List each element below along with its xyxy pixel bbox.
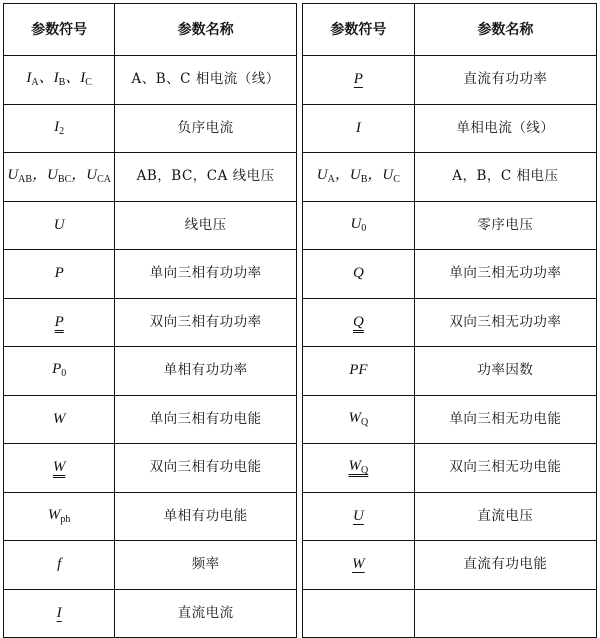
symbol-letter: U [352,507,364,524]
parameter-name: 零序电压 [414,201,596,250]
parameter-name: 频率 [115,541,297,590]
table-row [303,201,597,250]
parameter-name: 双向三相无功功率 [414,298,596,347]
parameter-symbol [4,104,115,153]
symbol-text [349,362,367,378]
table-row [4,201,297,250]
symbol-letter: Q [352,265,364,282]
table-row [4,347,297,396]
table-row [4,250,297,299]
symbol-subscript: 0 [361,222,367,234]
table-row [303,395,597,444]
symbol-subscript: 0 [61,368,67,380]
parameter-name: 线电压 [115,201,297,250]
symbol-subscript: B [360,174,368,186]
table-left [3,3,297,638]
symbol-letter: PF [349,362,368,379]
symbol-text [55,265,64,281]
parameter-name: 双向三相有功功率 [115,298,297,347]
table-row [4,56,297,105]
symbol-subscript: A [327,174,335,186]
parameter-symbol [303,589,415,638]
symbol-letter: W [47,506,61,523]
table-left-half [3,3,297,634]
header-symbol: 参数符号 [4,4,115,56]
symbol-letter: f [57,556,62,573]
table-row [4,104,297,153]
parameter-name: 单相有功功率 [115,347,297,396]
symbol-letter: ，U [334,167,361,184]
header-name: 参数名称 [115,4,297,56]
symbol-letter: ，U [32,167,58,184]
symbol-letter: W [52,410,66,427]
symbol-letter: I [355,119,361,136]
parameter-symbol [303,104,415,153]
symbol-text [316,167,400,186]
symbol-text [353,314,364,330]
parameter-name: 单向三相有功功率 [115,250,297,299]
parameter-name: 单相电流（线） [414,104,596,153]
table-row [303,589,597,638]
symbol-text [48,507,71,523]
header-row [4,4,297,56]
symbol-letter: P [54,265,64,282]
symbol-text [26,70,92,89]
table-row [4,444,297,493]
symbol-letter: W [52,459,66,476]
symbol-letter: W [348,458,361,475]
symbol-letter: W [348,409,361,426]
parameter-symbol [4,395,115,444]
symbol-subscript: Q [360,416,369,428]
parameter-symbol [4,589,115,638]
parameter-name: 单向三相无功功率 [414,250,596,299]
parameter-symbol [303,347,415,396]
parameter-symbol [4,541,115,590]
table-row [303,541,597,590]
parameter-symbol [303,153,415,202]
symbol-letter: U [7,167,19,184]
table-row [303,492,597,541]
parameter-name: A、B、C 相电流（线） [115,56,297,105]
table-body-left [4,56,297,638]
parameter-name: AB，BC，CA 线电压 [115,153,297,202]
symbol-letter: P [52,361,62,378]
symbol-text [7,167,111,186]
symbol-subscript: C [393,174,400,186]
table-right [302,3,597,638]
table-right-half [302,3,597,634]
table-row [4,153,297,202]
parameter-name: 直流有功电能 [414,541,596,590]
symbol-text [352,556,365,572]
symbol-letter: U [316,167,328,184]
symbol-text [55,314,64,330]
symbol-text [354,71,363,87]
symbol-letter: 、I [38,70,59,87]
parameter-table [3,3,597,634]
symbol-letter: ，U [367,167,394,184]
table-row [303,298,597,347]
symbol-letter: U [53,216,65,233]
symbol-text [52,361,67,380]
parameter-name [414,589,596,638]
table-row [4,298,297,347]
parameter-name: 双向三相无功电能 [414,444,596,493]
symbol-text [353,508,364,524]
symbol-subscript: A [31,77,39,89]
parameter-symbol [303,444,415,493]
symbol-subscript: ph [60,513,71,525]
symbol-text [53,411,66,427]
parameter-symbol [4,201,115,250]
parameter-symbol [303,541,415,590]
parameter-name: 负序电流 [115,104,297,153]
header-row [303,4,597,56]
symbol-text [348,458,369,477]
table-row [303,347,597,396]
parameter-symbol [4,347,115,396]
parameter-symbol [4,153,115,202]
symbol-letter: W [352,556,365,573]
table-body-right [303,56,597,638]
parameter-name: 单向三相有功电能 [115,395,297,444]
parameter-symbol [303,395,415,444]
parameter-symbol [303,250,415,299]
table-row [303,104,597,153]
symbol-text [54,217,65,233]
table-row [4,589,297,638]
symbol-text [356,120,361,136]
symbol-letter: ，U [71,167,98,184]
parameter-name: 单相有功电能 [115,492,297,541]
symbol-text [54,119,64,135]
parameter-symbol [4,444,115,493]
symbol-subscript: Q [360,465,369,477]
symbol-letter: Q [352,313,364,330]
symbol-letter: U [350,215,362,232]
symbol-subscript: BC [57,174,72,186]
symbol-subscript: C [85,77,92,89]
parameter-name: 直流电压 [414,492,596,541]
symbol-subscript: CA [97,174,111,186]
symbol-subscript: B [58,77,66,89]
parameter-symbol [303,201,415,250]
table-row [4,492,297,541]
parameter-name: A，B，C 相电压 [414,153,596,202]
parameter-symbol [303,492,415,541]
parameter-name: 功率因数 [414,347,596,396]
symbol-letter: I [54,118,60,135]
symbol-letter: P [353,71,363,88]
header-symbol: 参数符号 [303,4,415,56]
parameter-symbol [4,250,115,299]
parameter-symbol [4,56,115,105]
symbol-text [53,459,66,475]
parameter-name: 双向三相有功电能 [115,444,297,493]
parameter-name: 单向三相无功电能 [414,395,596,444]
symbol-text [353,265,364,281]
parameter-symbol [303,56,415,105]
symbol-letter: I [56,604,62,621]
symbol-subscript: AB [18,174,33,186]
parameter-symbol [303,298,415,347]
table-row [4,541,297,590]
symbol-text [348,410,368,426]
parameter-name: 直流电流 [115,589,297,638]
table-row [303,56,597,105]
table-row [303,250,597,299]
header-name: 参数名称 [414,4,596,56]
symbol-text [350,216,366,232]
symbol-letter: 、I [65,70,86,87]
table-row [303,153,597,202]
symbol-letter: I [26,70,32,87]
symbol-text [57,556,61,572]
symbol-text [57,605,62,621]
parameter-name: 直流有功功率 [414,56,596,105]
symbol-letter: P [54,313,64,330]
table-row [303,444,597,493]
table-row [4,395,297,444]
parameter-symbol [4,298,115,347]
symbol-subscript: 2 [59,125,65,137]
parameter-symbol [4,492,115,541]
